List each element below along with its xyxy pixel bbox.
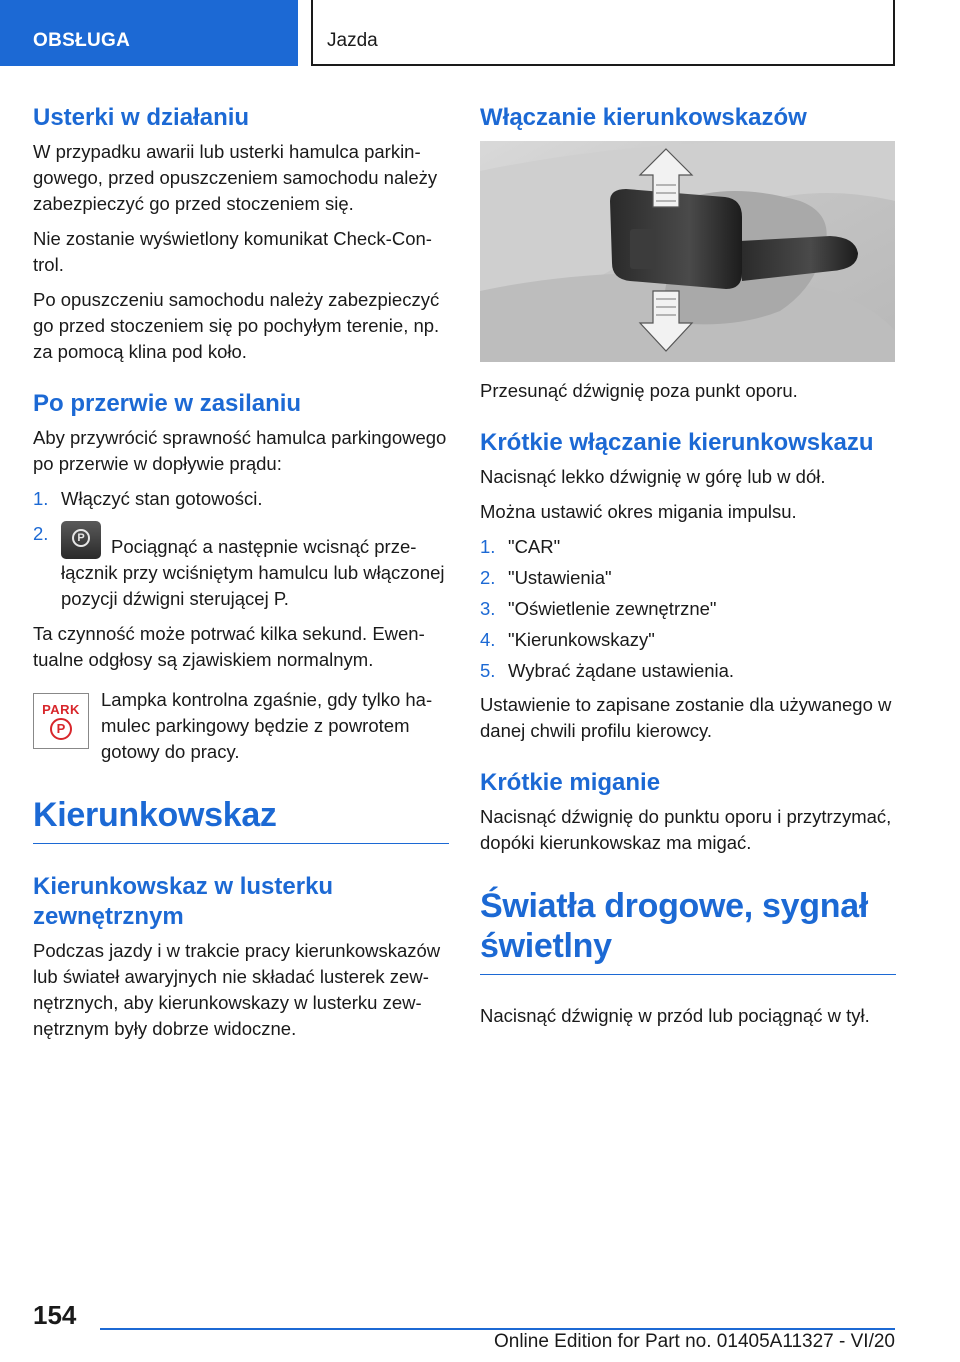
step-text: Pociągnąć a następnie wcisnąć przełącznik przy wciśniętym hamulcu lub włączonej pozycji dźwigni sterującej P. — [61, 536, 445, 609]
paragraph: Nacisnąć dźwignię w przód lub pociągnąć w tył. — [480, 1005, 870, 1026]
step-text: Włączyć stan gotowości. — [61, 488, 263, 509]
indicator-note — [33, 687, 449, 765]
step-text: "Ustawienia" — [508, 567, 612, 588]
section-tab: OBSŁUGA — [0, 0, 298, 66]
step-text: "Kierunkowskazy" — [508, 629, 655, 650]
list-item — [480, 658, 896, 684]
paragraph: Nie zostanie wyświetlony komunikat Check-Control. — [33, 228, 432, 275]
paragraph: Nacisnąć dźwignię do punktu oporu i przytrzymać, dopóki kierunkowskaz ma migać. — [480, 806, 892, 853]
turn-signal-lever-figure — [480, 141, 895, 362]
list-item — [480, 534, 896, 560]
left-column — [33, 103, 449, 1051]
step-text: "CAR" — [508, 536, 561, 557]
list-item — [480, 565, 896, 591]
chapter-title: Jazda — [311, 0, 895, 66]
chapter-heading-wrap — [33, 795, 449, 844]
parking-brake-symbol: P — [72, 529, 90, 547]
heading-kierunkowskaz: Kierunkowskaz — [33, 796, 277, 834]
heading-krotkie-wlaczanie: Krótkie włączanie kierunkowskazu — [480, 429, 874, 456]
steps-list — [33, 486, 449, 612]
footer-edition: Online Edition for Part no. 01405A11327 - VI/20 — [493, 1331, 895, 1352]
step-number: 2. — [480, 567, 496, 588]
park-warning-label: PARK — [42, 701, 80, 717]
step-number: 2. — [33, 523, 49, 544]
step-number: 3. — [480, 598, 496, 619]
list-item — [480, 596, 896, 622]
list-item — [33, 521, 449, 612]
paragraph: W przypadku awarii lub usterki hamulca parkingowego, przed opuszczeniem samochodu należy zabezpieczyć go przed stoczeniem się. — [33, 141, 438, 214]
steps-list — [480, 534, 896, 684]
paragraph: Po opuszczeniu samochodu należy zabezpieczyć go przed stoczeniem się po pochyłym terenie, np. za pomocą klina pod koło. — [33, 289, 440, 362]
heading-usterki: Usterki w działaniu — [33, 104, 250, 131]
list-item — [480, 627, 896, 653]
step-text: "Oświetlenie zewnętrzne" — [508, 598, 717, 619]
paragraph: Podczas jazdy i w trakcie pracy kierunkowskazów lub świateł awaryjnych nie składać lusterek zewnętrznych, aby kierunkowskazy w lusterku zewnętrznym były dobrze widoczne. — [33, 940, 441, 1039]
step-number: 1. — [480, 536, 496, 557]
paragraph: Ta czynność może potrwać kilka sekund. Ewentualne odgłosy są zjawiskiem normalnym. — [33, 623, 425, 670]
heading-po-przerwie: Po przerwie w zasilaniu — [33, 390, 302, 417]
paragraph: Aby przywrócić sprawność hamulca parkingowego po przerwie w dopływie prądu: — [33, 427, 447, 474]
chapter-heading-wrap — [480, 886, 896, 975]
step-number: 1. — [33, 488, 49, 509]
step-content — [61, 521, 449, 612]
paragraph: Można ustawić okres migania impulsu. — [480, 501, 797, 522]
heading-swiatla-drogowe: Światła drogowe, sygnał świetlny — [480, 887, 868, 965]
heading-wlaczanie: Włączanie kierunkowskazów — [480, 104, 807, 131]
heading-lusterko: Kierunkowskaz w lusterku zewnętrznym — [33, 873, 334, 930]
heading-krotkie-miganie: Krótkie miganie — [480, 769, 661, 796]
step-number: 5. — [480, 660, 496, 681]
footer-divider — [100, 1328, 895, 1330]
paragraph: Nacisnąć lekko dźwignię w górę lub w dół. — [480, 466, 826, 487]
park-warning-symbol: P — [50, 718, 72, 740]
park-warning-icon — [33, 693, 89, 749]
right-column — [480, 103, 896, 1038]
step-number: 4. — [480, 629, 496, 650]
step-text: Wybrać żądane ustawienia. — [508, 660, 735, 681]
list-item — [33, 486, 449, 512]
paragraph: Ustawienie to zapisane zostanie dla używanego w danej chwili profilu kierowcy. — [480, 694, 892, 741]
page-number: 154 — [33, 1300, 77, 1330]
parking-brake-switch-icon — [61, 521, 101, 559]
figure-caption: Przesunąć dźwignię poza punkt oporu. — [480, 380, 798, 401]
indicator-note-text: Lampka kontrolna zgaśnie, gdy tylko hamulec parkingowy będzie z powrotem gotowy do pracy. — [101, 689, 433, 762]
page-header — [0, 0, 960, 66]
